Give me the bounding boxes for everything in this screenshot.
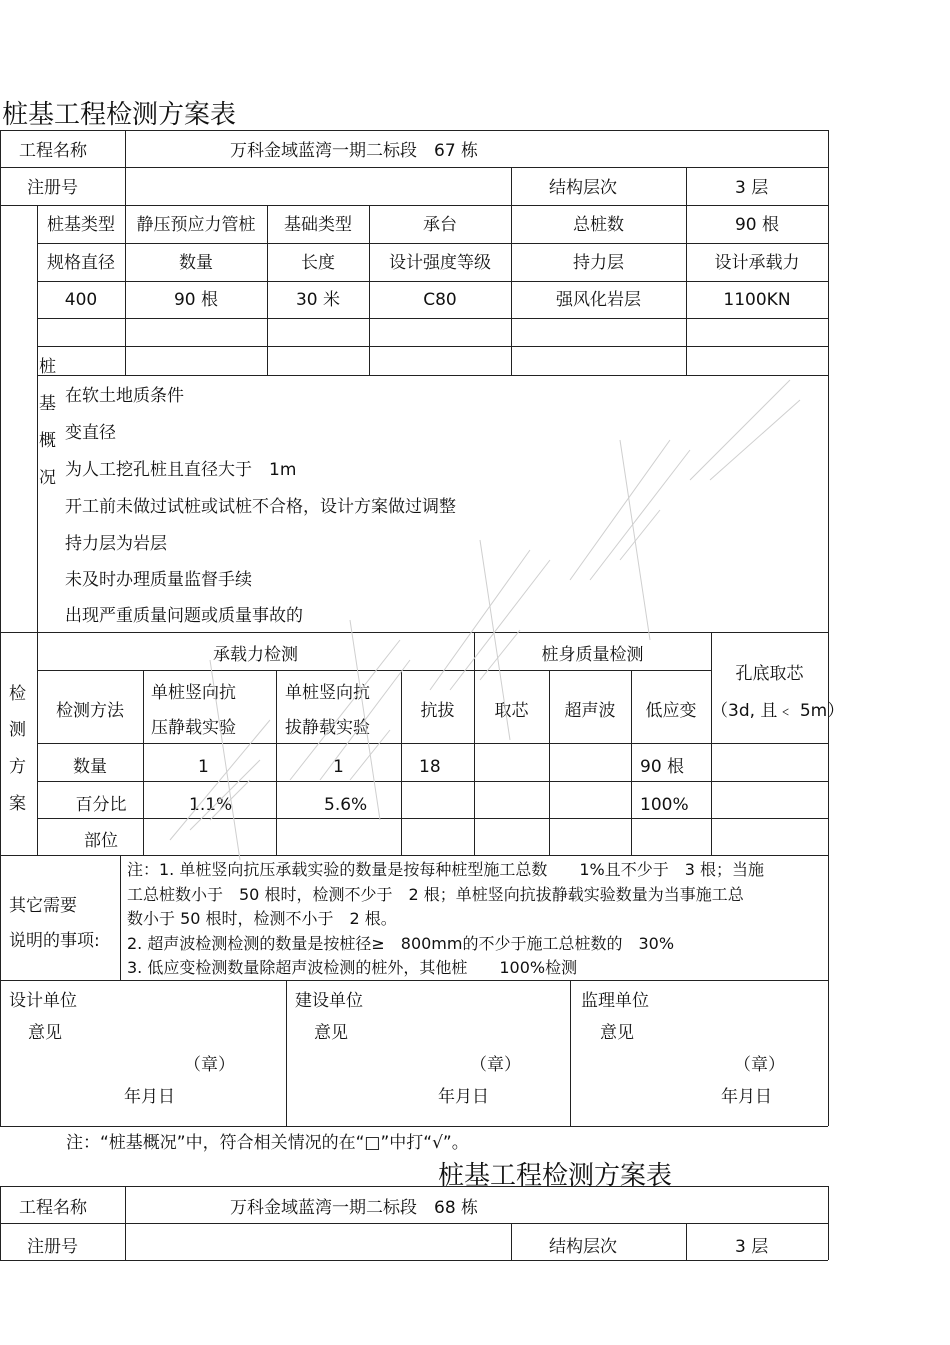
bearing-layer-value: 强风化岩层 [556,290,641,310]
compression-test-header-2: 压静载实验 [151,718,236,738]
test-label-char: 检 [9,684,26,704]
overview-label-char: 基 [39,394,56,414]
second-structure-label: 结构层次 [549,1237,617,1257]
other-note-line: 2. 超声波检测检测的数量是按桩径≥ 800mm的不少于施工总桩数的 30% [127,934,675,953]
other-notes-label: 其它需要 [9,896,77,916]
overview-label-char: 况 [39,468,56,488]
compression-test-header: 单桩竖向抗 [151,683,236,703]
test-location-label: 部位 [84,831,118,851]
quantity-value: 90 根 [173,290,219,310]
overview-item: 为人工挖孔桩且直径大于 1m [65,460,297,480]
pile-type-value: 静压预应力管桩 [136,215,256,235]
test-quantity-label: 数量 [73,757,107,777]
second-project-name-value: 万科金域蓝湾一期二标段 68 栋 [230,1198,479,1218]
construction-seal-label: （章） [470,1055,521,1075]
foundation-type-value: 承台 [423,215,457,235]
spec-diameter-label: 规格直径 [47,253,115,273]
test-method-label: 检测方法 [56,701,124,721]
test-quantity-cell: 90 根 [640,757,685,777]
supervision-date-label: 年月日 [721,1087,772,1107]
other-note-line: 数小于 50 根时，检测不小于 2 根。 [127,909,397,928]
pullout-header: 抗拔 [420,701,455,721]
design-capacity-label: 设计承载力 [714,253,800,273]
project-name-value: 万科金域蓝湾一期二标段 67 栋 [230,141,479,161]
overview-item: 持力层为岩层 [65,534,167,554]
pile-type-label: 桩基类型 [47,215,115,235]
second-page-title: 桩基工程检测方案表 [438,1161,673,1191]
test-percent-cell: 1.1% [189,795,233,815]
overview-item: 开工前未做过试桩或试桩不合格，设计方案做过调整 [65,497,456,517]
other-note-line: 注：1. 单桩竖向抗压承载实验的数量是按每种桩型施工总数 1%且不少于 3 根；当施 [127,860,765,879]
test-label-char: 测 [9,720,26,740]
total-piles-value: 90 根 [734,215,780,235]
overview-item: 变直径 [65,423,116,443]
construction-unit-label: 建设单位 [295,991,363,1011]
overview-label-char: 概 [39,431,56,451]
overview-item: 出现严重质量问题或质量事故的 [65,606,303,626]
supervision-seal-label: （章） [734,1055,785,1075]
spec-diameter-value: 400 [64,290,98,310]
pile-integrity-header: 桩身质量检测 [541,645,644,665]
design-unit-label: 设计单位 [9,991,77,1011]
second-project-name-label: 工程名称 [19,1198,87,1218]
page-title: 桩基工程检测方案表 [2,100,237,130]
test-label-char: 案 [9,794,26,814]
test-quantity-cell: 1 [333,757,344,777]
length-value: 30 米 [295,290,341,310]
other-notes-label-2: 说明的事项: [9,931,100,951]
bearing-capacity-header: 承载力检测 [213,645,298,665]
test-quantity-cell: 1 [198,757,209,777]
construction-date-label: 年月日 [438,1087,489,1107]
design-capacity-value: 1100KN [723,290,791,310]
uplift-test-header-2: 拔静载实验 [285,718,370,738]
second-registration-label: 注册号 [27,1237,78,1257]
other-note-line: 3. 低应变检测数量除超声波检测的桩外，其他桩 100%检测 [127,958,578,977]
total-piles-label: 总桩数 [573,215,624,235]
bearing-layer-label: 持力层 [573,253,624,273]
length-label: 长度 [301,253,335,273]
quantity-label: 数量 [179,253,213,273]
core-drilling-header: 取芯 [494,701,529,721]
design-strength-value: C80 [423,290,457,310]
other-note-line: 工总桩数小于 50 根时，检测不少于 2 根；单桩竖向抗拔静载实验数量为当事施工总 [127,885,744,904]
ultrasonic-header: 超声波 [564,701,616,721]
design-date-label: 年月日 [124,1087,175,1107]
construction-opinion-label: 意见 [314,1023,348,1043]
registration-label: 注册号 [27,178,78,198]
foundation-type-label: 基础类型 [284,215,352,235]
design-seal-label: （章） [184,1055,235,1075]
project-name-label: 工程名称 [19,141,87,161]
supervision-opinion-label: 意见 [600,1023,634,1043]
overview-item: 未及时办理质量监督手续 [65,570,252,590]
hole-core-header: 孔底取芯 [735,664,804,684]
hole-core-subheader: （3d, 且﹤ 5m） [711,701,845,721]
design-opinion-label: 意见 [28,1023,62,1043]
overview-item: 在软土地质条件 [65,386,184,406]
structure-value: 3 层 [735,178,769,198]
test-quantity-cell: 18 [419,757,441,777]
overview-label-char: 桩 [39,357,56,377]
structure-label: 结构层次 [549,178,617,198]
footnote: 注：“桩基概况”中，符合相关情况的在“□”中打“√”。 [66,1133,469,1153]
uplift-test-header: 单桩竖向抗 [285,683,370,703]
low-strain-header: 低应变 [645,701,697,721]
test-percent-label: 百分比 [75,795,127,815]
second-structure-value: 3 层 [735,1237,769,1257]
design-strength-label: 设计强度等级 [389,253,491,273]
test-percent-cell: 100% [640,795,689,815]
supervision-unit-label: 监理单位 [581,991,649,1011]
test-percent-cell: 5.6% [324,795,368,815]
test-label-char: 方 [9,757,26,777]
